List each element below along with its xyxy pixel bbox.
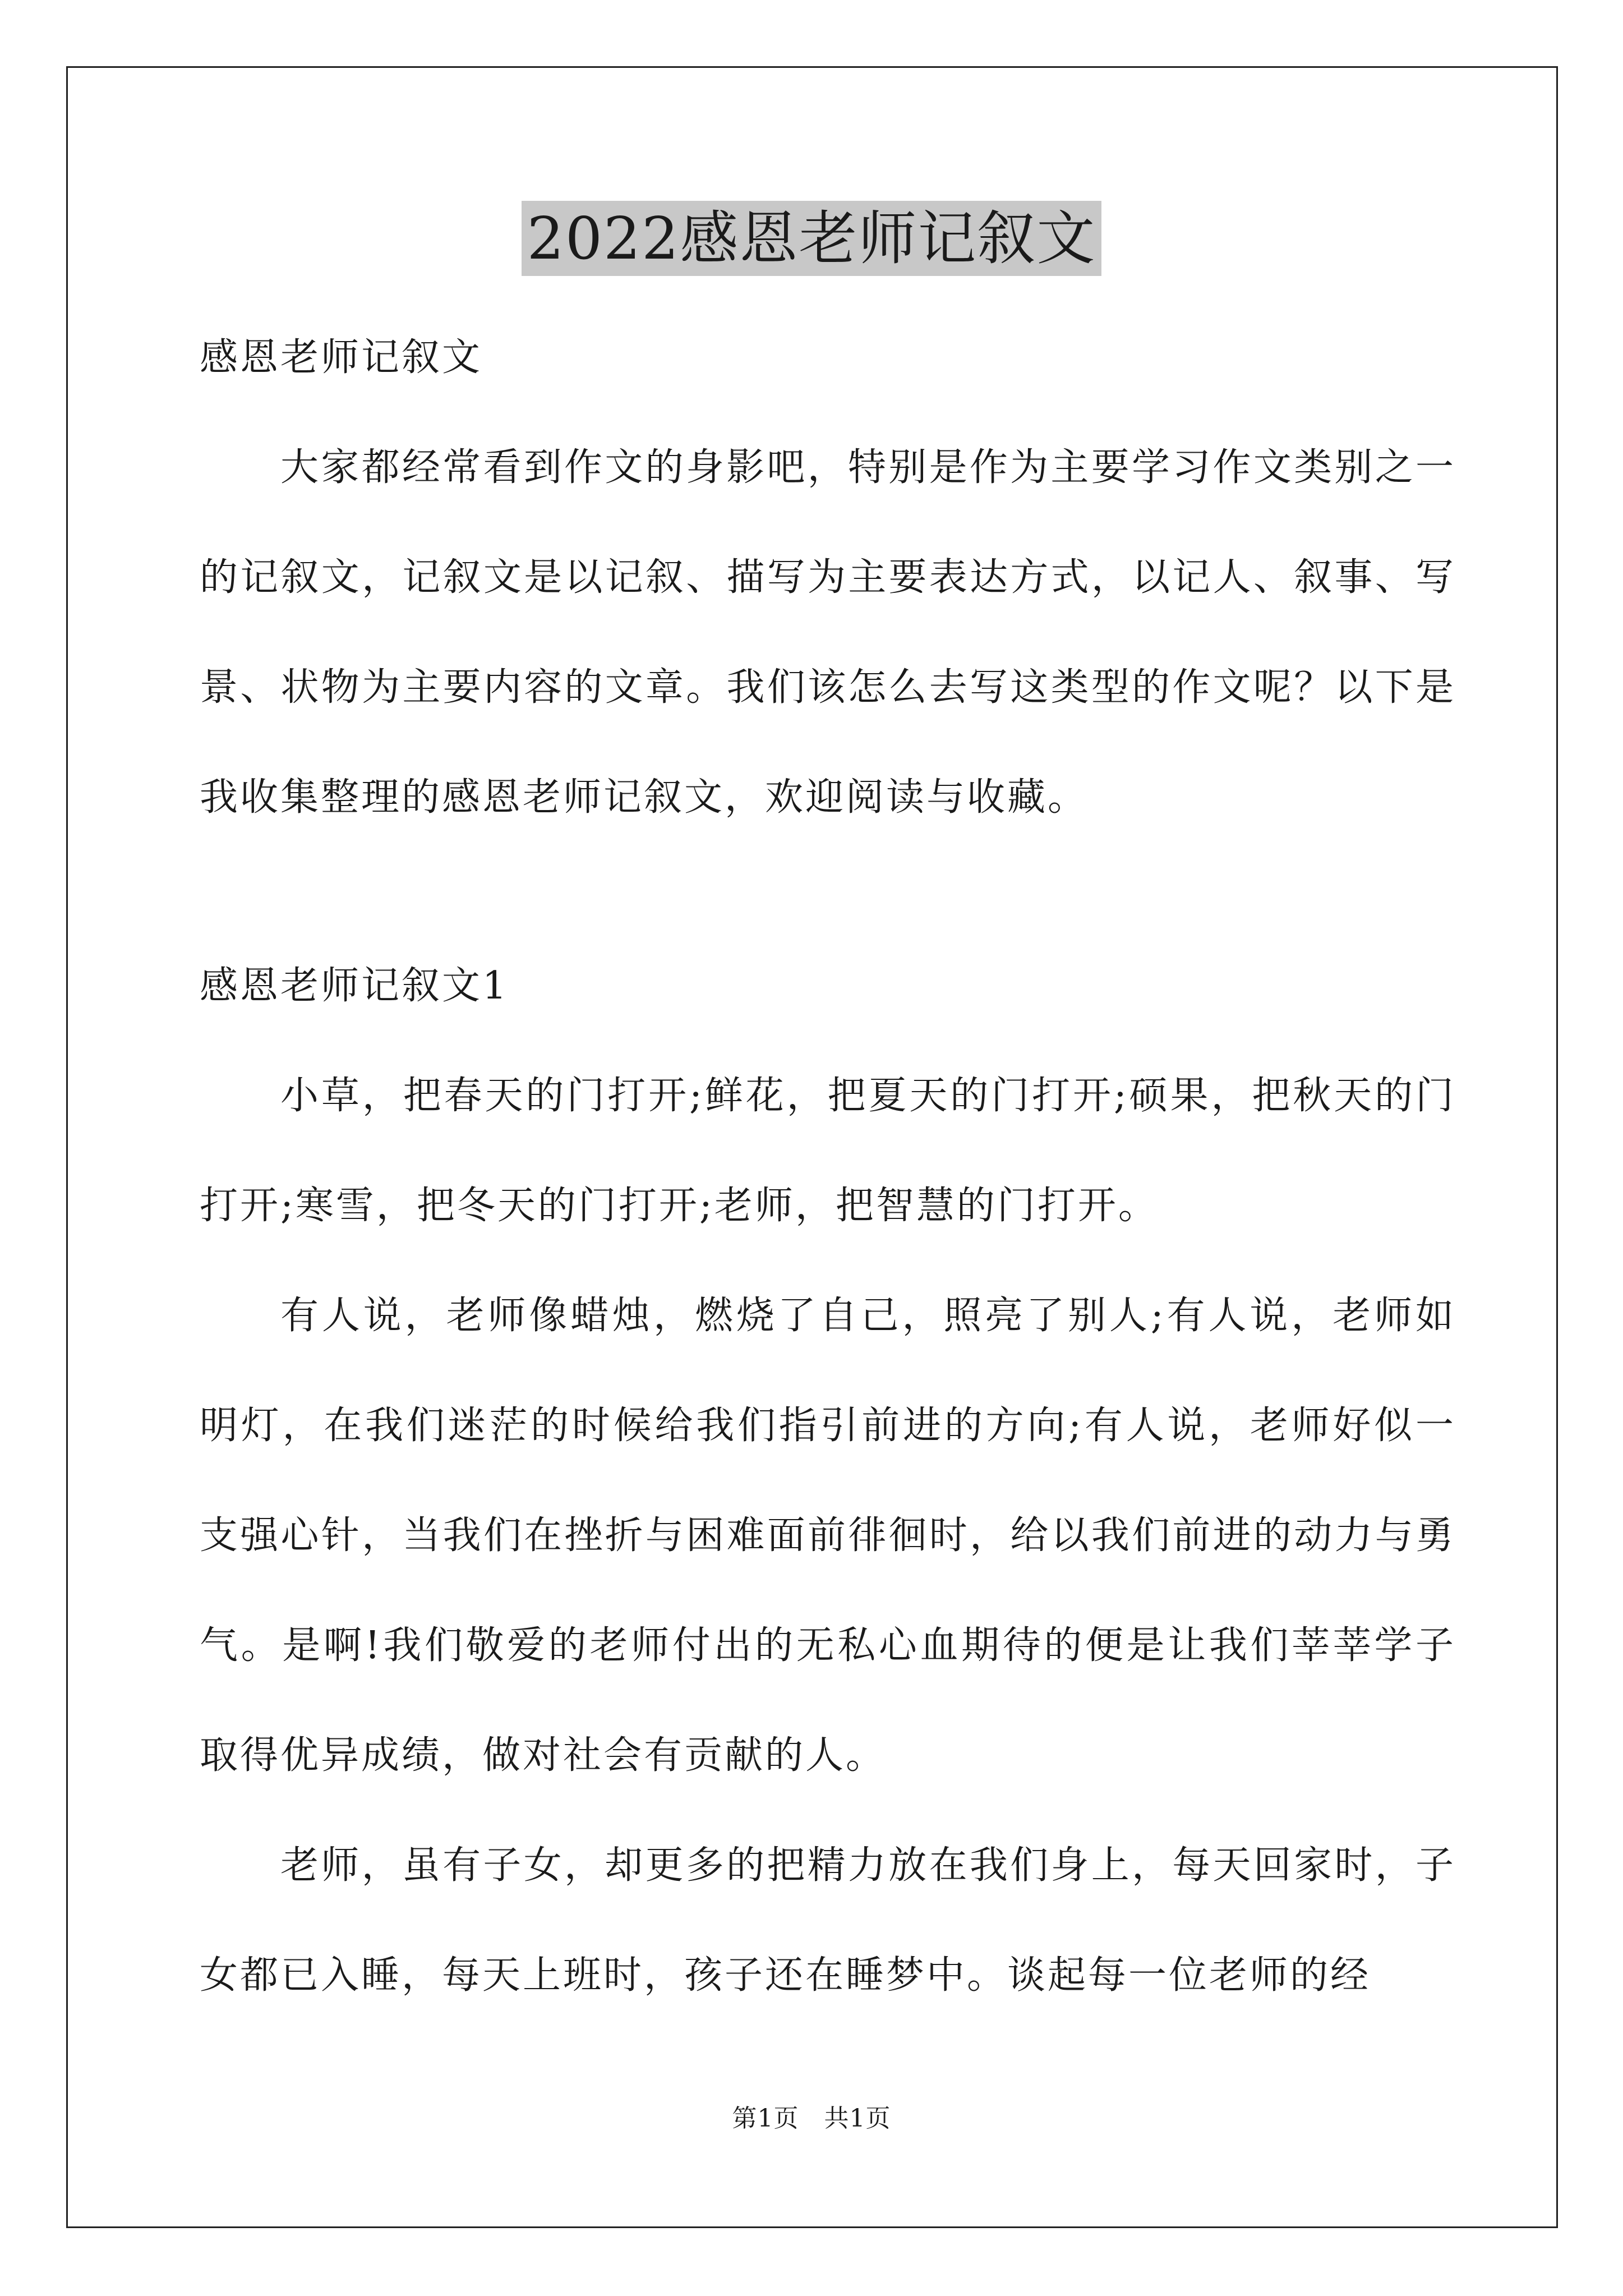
subtitle: 感恩老师记叙文: [200, 335, 483, 380]
body-paragraph-2: 有人说，老师像蜡烛，燃烧了自己，照亮了别人;有人说，老师如明灯，在我们迷茫的时候给我们指引前进的方向;有人说，老师好似一支强心针，当我们在挫折与困难面前徘徊时，给以我们前进的动力与勇气。是啊!我们敬爱的老师付出的无私心血期待的便是让我们莘莘学子取得优异成绩，做对社会有贡献的人。: [200, 1294, 1456, 1778]
document-title-text: 2022感恩老师记叙文: [522, 201, 1102, 276]
section-heading: 感恩老师记叙文1: [200, 964, 509, 1008]
body-paragraph-1: 小草，把春天的门打开;鲜花，把夏天的门打开;硕果，把秋天的门打开;寒雪，把冬天的门打开;老师，把智慧的门打开。: [200, 1074, 1456, 1228]
section-gap: [200, 853, 1456, 931]
page-footer: 第1页 共1页: [732, 2104, 891, 2133]
document-body: [200, 303, 1456, 2031]
intro-paragraph: 大家都经常看到作文的身影吧，特别是作为主要学习作文类别之一的记叙文，记叙文是以记叙、描写为主要表达方式，以记人、叙事、写景、状物为主要内容的文章。我们该怎么去写这类型的作文呢？以下是我收集整理的感恩老师记叙文，欢迎阅读与收藏。: [200, 445, 1456, 820]
document-title: [0, 202, 1623, 275]
body-paragraph-3: 老师，虽有子女，却更多的把精力放在我们身上，每天回家时，子女都已入睡，每天上班时，孩子还在睡梦中。谈起每一位老师的经: [200, 1843, 1456, 1998]
